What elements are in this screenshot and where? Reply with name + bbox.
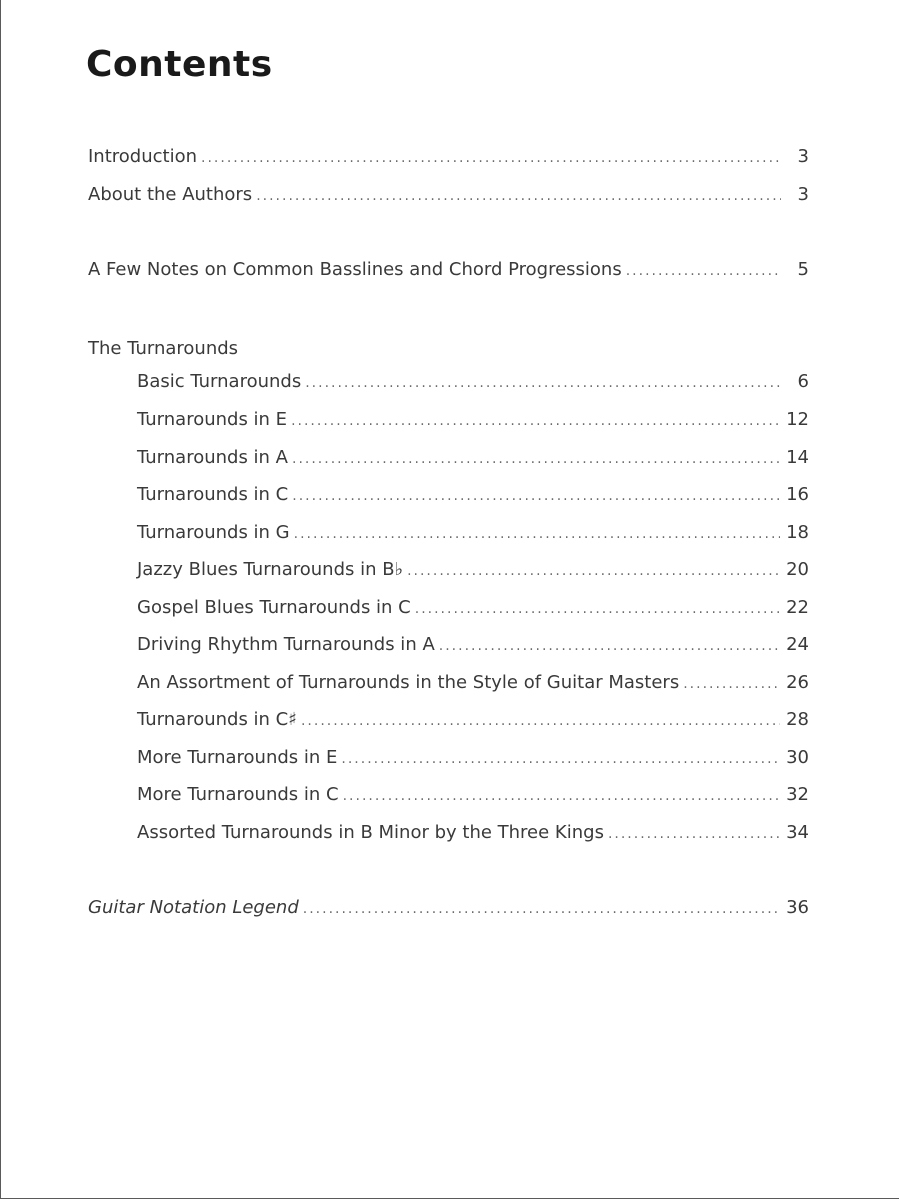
toc-entry-page-number: 32 [786, 784, 809, 805]
toc-entry-b-minor-three-kings[interactable] [137, 822, 809, 848]
toc-entry-page-number: 28 [786, 709, 809, 730]
toc-entry-label: Turnarounds in E [137, 409, 288, 430]
dot-leader [294, 526, 780, 542]
toc-entry-page-number: 18 [786, 522, 809, 543]
toc-entry-label: A Few Notes on Common Basslines and Chord Progressions [88, 259, 622, 280]
toc-entry-page-number: 36 [786, 897, 809, 918]
toc-entry-label: More Turnarounds in E [137, 747, 338, 768]
toc-entry-page-number: 6 [797, 371, 809, 392]
toc-entry-guitar-notation-legend[interactable] [88, 897, 809, 923]
toc-entry-few-notes[interactable] [88, 259, 809, 285]
toc-entry-label: Assorted Turnarounds in B Minor by the Three Kings [137, 822, 604, 843]
toc-entry-page-number: 12 [786, 409, 809, 430]
toc-entry-page-number: 22 [786, 597, 809, 618]
toc-entry-page-number: 24 [786, 634, 809, 655]
toc-entry-page-number: 30 [786, 747, 809, 768]
toc-entry-label: Turnarounds in C [137, 484, 289, 505]
toc-entry-label: Introduction [88, 146, 198, 167]
toc-entry-label: Turnarounds in A [137, 447, 288, 468]
toc-entry-page-number: 3 [797, 184, 809, 205]
toc-entry-introduction[interactable] [88, 146, 809, 172]
toc-entry-turnarounds-in-e[interactable] [137, 409, 809, 435]
dot-leader [303, 901, 780, 917]
dot-leader [407, 563, 780, 579]
toc-entry-label: Gospel Blues Turnarounds in C [137, 597, 411, 618]
toc-entry-label: An Assortment of Turnarounds in the Style of Guitar Masters [137, 672, 680, 693]
toc-entry-turnarounds-in-g[interactable] [137, 522, 809, 548]
toc-entry-page-number: 3 [797, 146, 809, 167]
toc-entry-label: Basic Turnarounds [137, 371, 302, 392]
toc-entry-turnarounds-in-c-sharp[interactable] [137, 709, 809, 735]
dot-leader [343, 788, 780, 804]
dot-leader [415, 601, 780, 617]
dot-leader [683, 676, 780, 692]
dot-leader [256, 188, 781, 204]
toc-entry-page-number: 20 [786, 559, 809, 580]
toc-entry-page-number: 5 [797, 259, 809, 280]
toc-entry-page-number: 16 [786, 484, 809, 505]
dot-leader [608, 826, 780, 842]
toc-entry-page-number: 34 [786, 822, 809, 843]
toc-entry-label: Jazzy Blues Turnarounds in B♭ [137, 559, 404, 580]
toc-entry-driving-rhythm-turnarounds[interactable] [137, 634, 809, 660]
toc-entry-page-number: 26 [786, 672, 809, 693]
toc-entry-label: Driving Rhythm Turnarounds in A [137, 634, 435, 655]
dot-leader [439, 638, 780, 654]
dot-leader [292, 451, 780, 467]
page-title: Contents [86, 44, 273, 85]
toc-entry-turnarounds-in-a[interactable] [137, 447, 809, 473]
toc-entry-label: Turnarounds in C♯ [137, 709, 297, 730]
toc-entry-more-turnarounds-in-c[interactable] [137, 784, 809, 810]
dot-leader [301, 713, 780, 729]
toc-entry-label: Guitar Notation Legend [88, 897, 299, 918]
dot-leader [292, 488, 780, 504]
toc-entry-page-number: 14 [786, 447, 809, 468]
toc-entry-label: Turnarounds in G [137, 522, 290, 543]
dot-leader [341, 751, 780, 767]
toc-entry-jazzy-blues-turnarounds[interactable] [137, 559, 809, 585]
dot-leader [626, 263, 781, 279]
section-heading-turnarounds: The Turnarounds [88, 338, 239, 359]
toc-entry-assortment-guitar-masters[interactable] [137, 672, 809, 698]
toc-entry-gospel-blues-turnarounds[interactable] [137, 597, 809, 623]
toc-entry-label: About the Authors [88, 184, 253, 205]
dot-leader [291, 413, 780, 429]
dot-leader [201, 150, 781, 166]
toc-entry-turnarounds-in-c[interactable] [137, 484, 809, 510]
toc-entry-basic-turnarounds[interactable] [137, 371, 809, 397]
toc-entry-more-turnarounds-in-e[interactable] [137, 747, 809, 773]
dot-leader [305, 375, 781, 391]
toc-entry-label: More Turnarounds in C [137, 784, 339, 805]
toc-entry-about-the-authors[interactable] [88, 184, 809, 210]
